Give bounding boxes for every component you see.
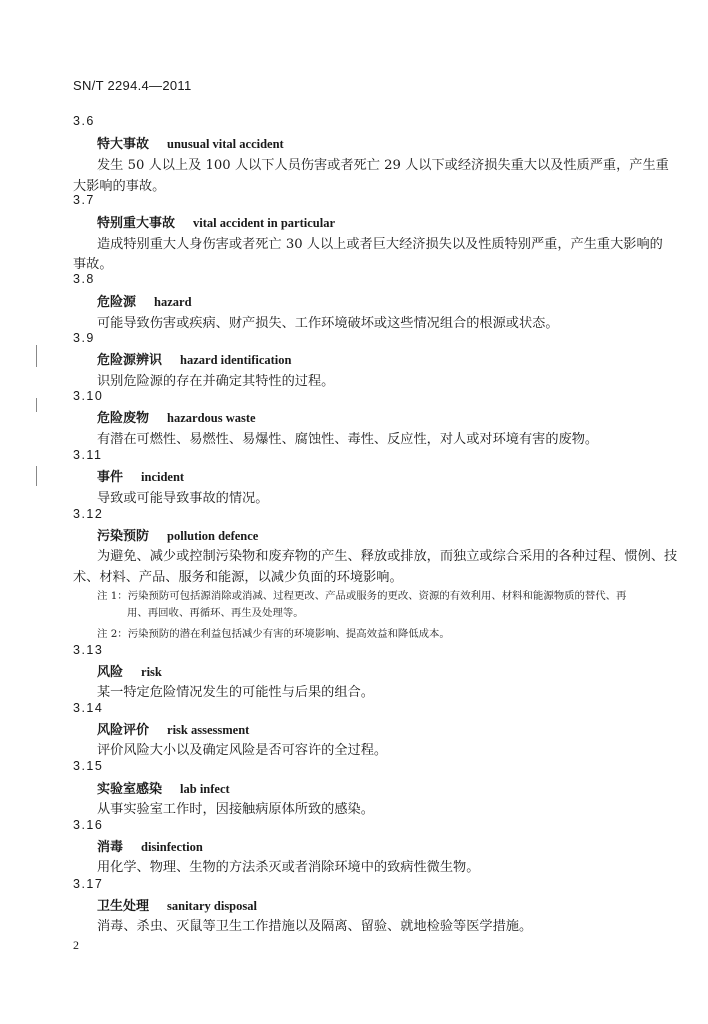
term-chinese: 卫生处理 bbox=[97, 899, 150, 914]
clause-number: 3.11 bbox=[73, 448, 103, 462]
term-definition: 从事实验室工作时，因接触病原体所致的感染。 bbox=[97, 802, 374, 817]
term-english: unusual vital accident bbox=[167, 137, 284, 151]
term-chinese: 危险源 bbox=[97, 295, 137, 310]
term-entry bbox=[97, 466, 184, 485]
term-entry bbox=[97, 291, 192, 310]
clause-number: 3.12 bbox=[73, 507, 104, 521]
page-number: 2 bbox=[73, 938, 79, 952]
term-entry bbox=[97, 778, 230, 797]
term-chinese: 污染预防 bbox=[97, 529, 150, 544]
term-chinese: 特大事故 bbox=[97, 137, 150, 152]
term-definition: 有潜在可燃性、易燃性、易爆性、腐蚀性、毒性、反应性，对人或对环境有害的废物。 bbox=[97, 432, 599, 447]
note-2: 注 2：污染预防的潜在利益包括减少有害的环境影响、提高效益和降低成本。 bbox=[97, 628, 450, 640]
term-entry bbox=[97, 719, 249, 738]
term-entry bbox=[97, 661, 162, 680]
term-definition: 消毒、杀虫、灭鼠等卫生工作措施以及隔离、留验、就地检验等医学措施。 bbox=[97, 919, 533, 934]
clause-number: 3.16 bbox=[73, 818, 104, 832]
term-definition: 识别危险源的存在并确定其特性的过程。 bbox=[97, 374, 335, 389]
term-entry bbox=[97, 895, 257, 914]
term-chinese: 危险源辨识 bbox=[97, 353, 163, 368]
term-entry bbox=[97, 212, 335, 231]
term-entry bbox=[97, 836, 203, 855]
term-chinese: 特别重大事故 bbox=[97, 216, 176, 231]
term-definition: 导致或可能导致事故的情况。 bbox=[97, 491, 269, 506]
term-entry bbox=[97, 133, 284, 152]
term-definition: 用化学、物理、生物的方法杀灭或者消除环境中的致病性微生物。 bbox=[97, 860, 480, 875]
term-entry bbox=[97, 349, 291, 368]
term-entry bbox=[97, 525, 258, 544]
clause-number: 3.9 bbox=[73, 331, 95, 345]
term-definition: 评价风险大小以及确定风险是否可容许的全过程。 bbox=[97, 743, 388, 758]
clause-number: 3.7 bbox=[73, 193, 95, 207]
clause-number: 3.13 bbox=[73, 643, 104, 657]
scan-margin-mark bbox=[36, 466, 37, 486]
clause-number: 3.15 bbox=[73, 759, 104, 773]
term-english: incident bbox=[141, 470, 185, 484]
clause-number: 3.6 bbox=[73, 114, 95, 128]
term-english: vital accident in particular bbox=[193, 216, 336, 230]
term-definition: 发生 50 人以上及 100 人以下人员伤害或者死亡 29 人以下或经济损失重大以及性质严重，产生重 bbox=[97, 158, 669, 173]
term-chinese: 风险评价 bbox=[97, 723, 150, 738]
term-chinese: 风险 bbox=[97, 665, 124, 680]
scan-margin-mark bbox=[36, 345, 37, 367]
term-chinese: 事件 bbox=[97, 470, 124, 485]
term-english: sanitary disposal bbox=[167, 899, 257, 913]
term-definition: 某一特定危险情况发生的可能性与后果的组合。 bbox=[97, 685, 374, 700]
standard-code: SN/T 2294.4—2011 bbox=[73, 78, 192, 93]
term-definition-continued: 事故。 bbox=[73, 257, 113, 272]
scan-margin-mark bbox=[36, 398, 37, 412]
term-entry bbox=[97, 407, 256, 426]
term-definition-continued: 术、材料、产品、服务和能源，以减少负面的环境影响。 bbox=[73, 570, 403, 585]
note-1: 注 1：污染预防可包括源消除或消减、过程更改、产品或服务的更改、资源的有效利用、材料和能源物质的替代、再 bbox=[97, 590, 627, 602]
term-english: risk assessment bbox=[167, 723, 250, 737]
term-chinese: 危险废物 bbox=[97, 411, 150, 426]
term-definition: 可能导致伤害或疾病、财产损失、工作环境破坏或这些情况组合的根源或状态。 bbox=[97, 316, 559, 331]
clause-number: 3.17 bbox=[73, 877, 104, 891]
term-english: pollution defence bbox=[167, 529, 259, 543]
term-english: hazardous waste bbox=[167, 411, 256, 425]
term-english: lab infect bbox=[180, 782, 230, 796]
clause-number: 3.8 bbox=[73, 272, 95, 286]
term-chinese: 实验室感染 bbox=[97, 782, 163, 797]
term-definition: 造成特别重大人身伤害或者死亡 30 人以上或者巨大经济损失以及性质特别严重，产生重大影响的 bbox=[97, 237, 663, 252]
note-1-continued: 用、再回收、再循环、再生及处理等。 bbox=[127, 607, 304, 619]
term-english: hazard bbox=[154, 295, 192, 309]
term-english: hazard identification bbox=[180, 353, 292, 367]
term-english: disinfection bbox=[141, 840, 203, 854]
clause-number: 3.10 bbox=[73, 389, 104, 403]
term-definition: 为避免、减少或控制污染物和废弃物的产生、释放或排放，而独立或综合采用的各种过程、惯例、技 bbox=[97, 549, 678, 564]
term-chinese: 消毒 bbox=[97, 840, 124, 855]
term-english: risk bbox=[141, 665, 162, 679]
clause-number: 3.14 bbox=[73, 701, 104, 715]
term-definition-continued: 大影响的事故。 bbox=[73, 179, 166, 194]
